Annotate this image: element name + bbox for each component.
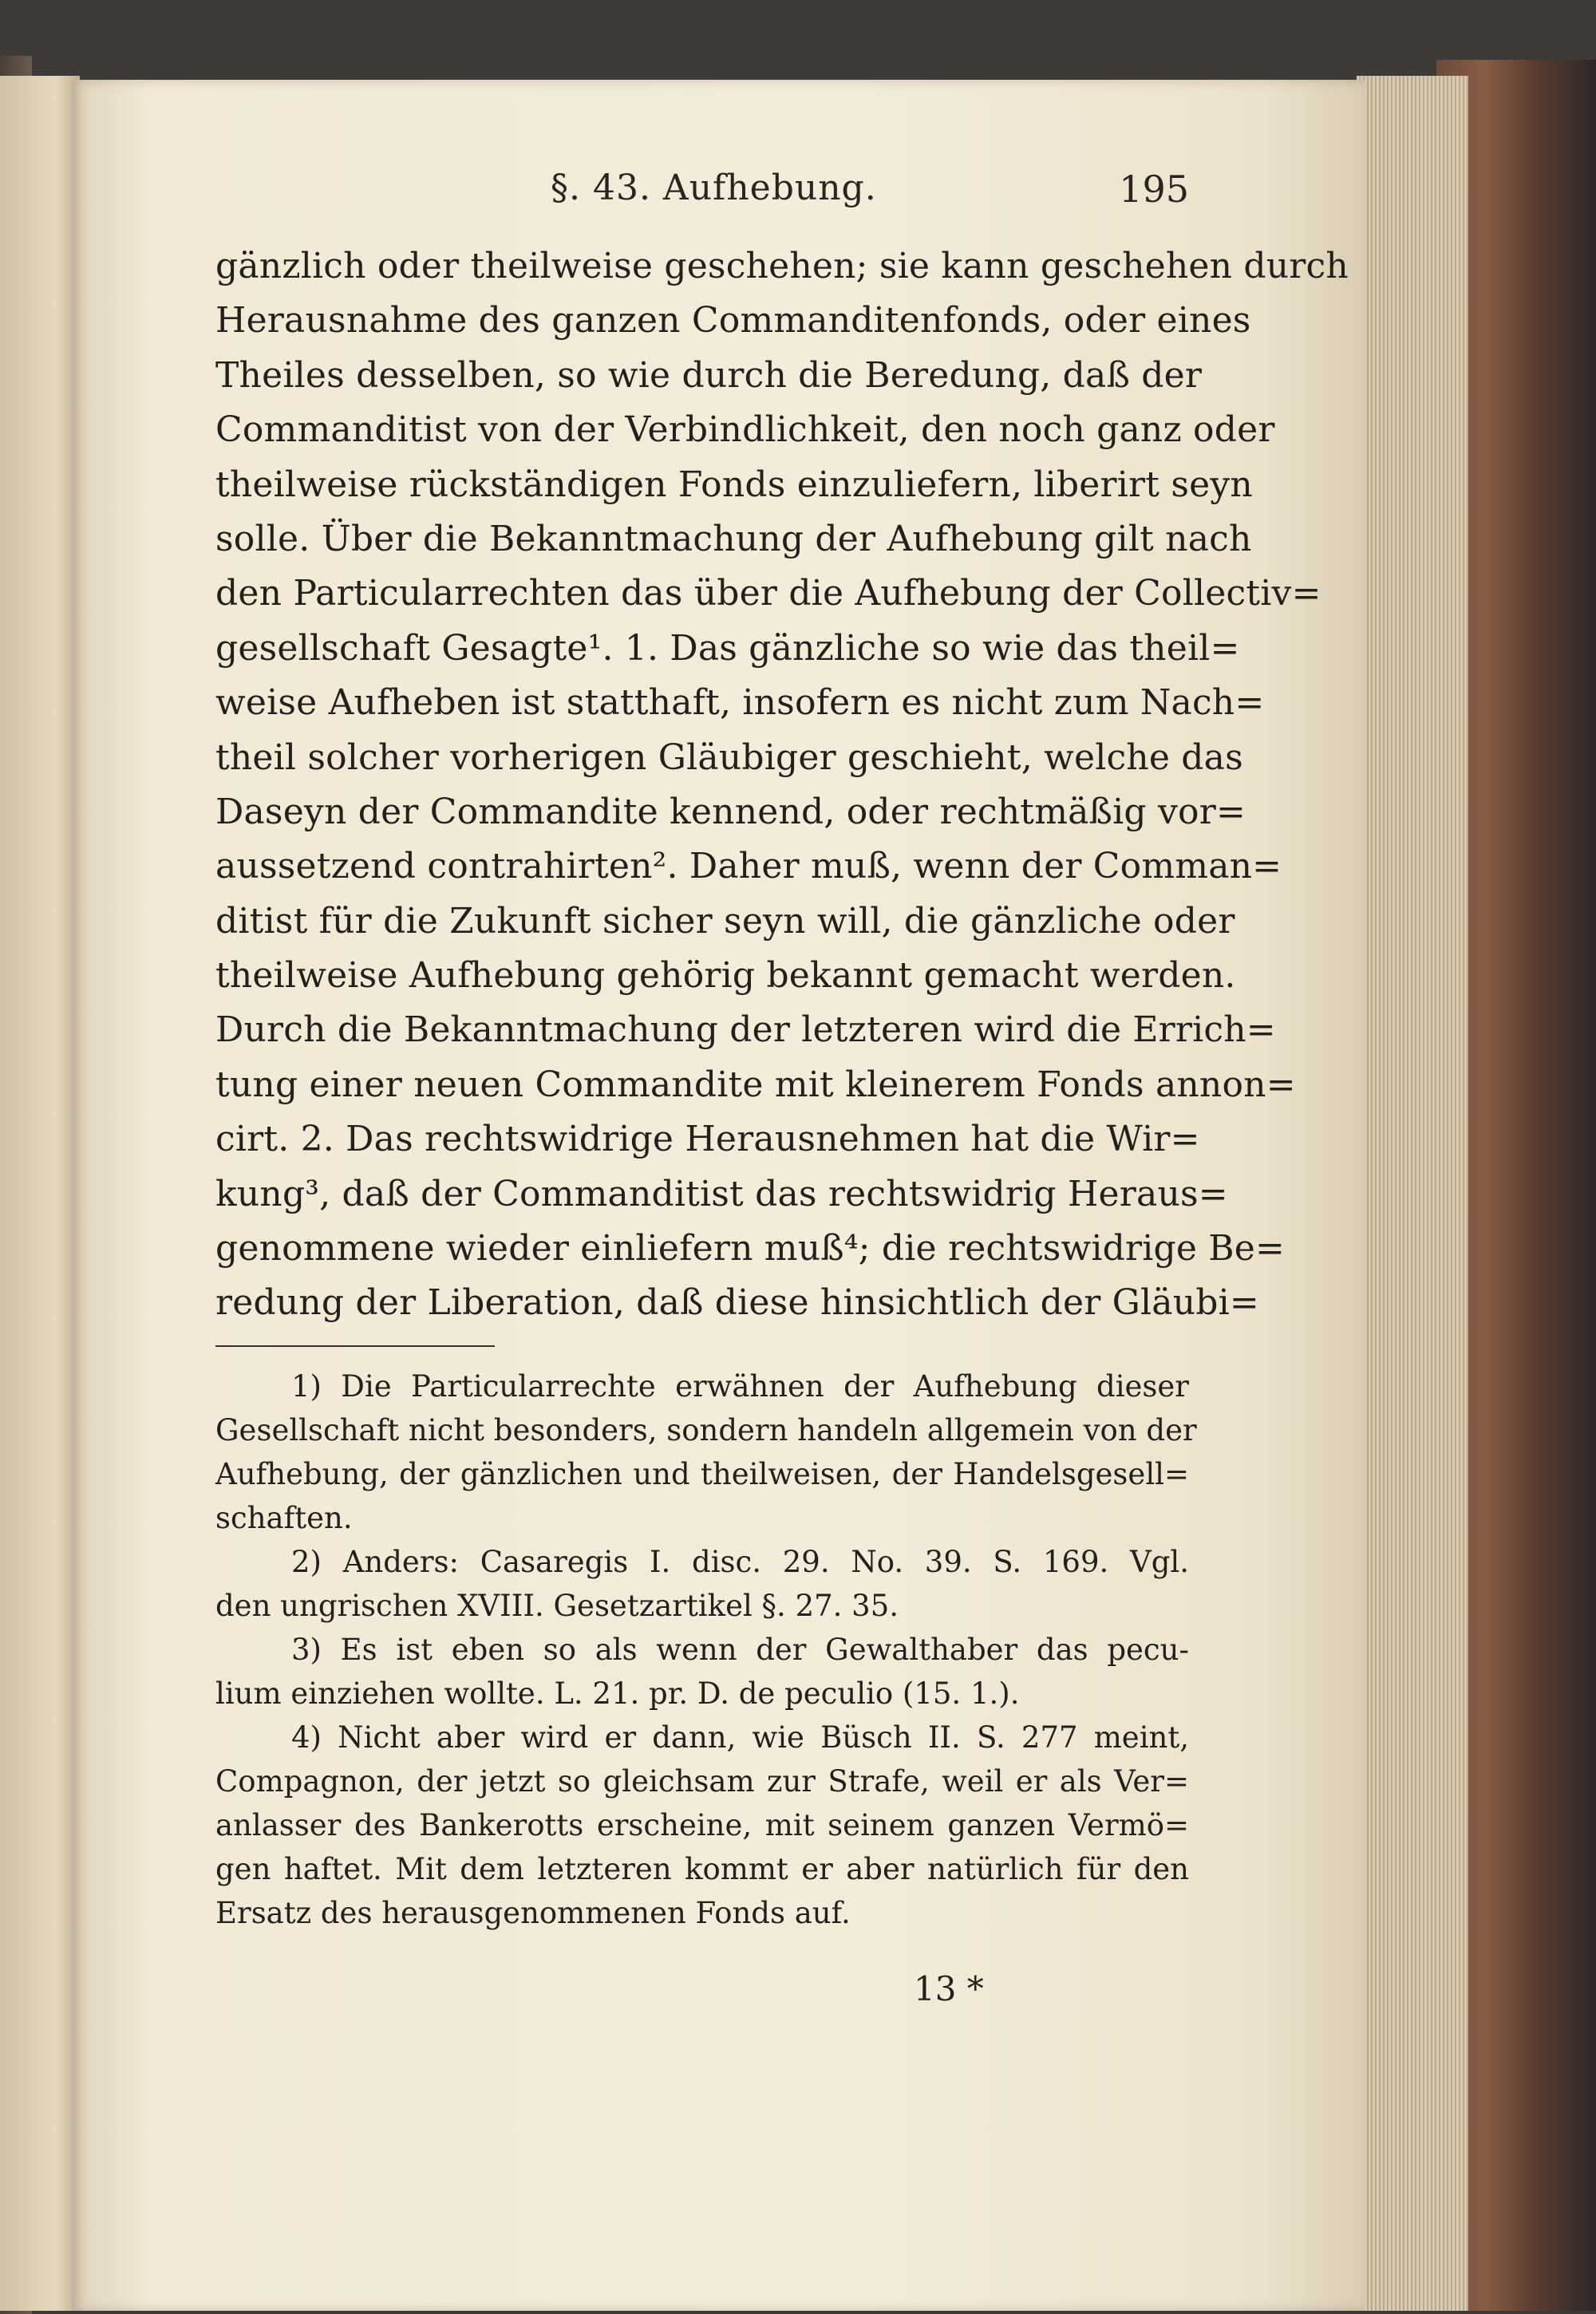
footnote-line: Aufhebung, der gänzlichen und theilweisen, der Handelsgesell=	[215, 1457, 1189, 1491]
text-line: gänzlich oder theilweise geschehen; sie kann geschehen durch	[215, 246, 1349, 286]
footnote-line: Ersatz des herausgenommenen Fonds auf.	[215, 1896, 851, 1930]
running-title: §. 43. Aufhebung.	[551, 168, 877, 208]
facing-page-edge	[0, 76, 80, 2311]
footnotes	[215, 1364, 1197, 1935]
text-line: solle. Über die Bekanntmachung der Aufhebung gilt nach	[215, 518, 1252, 559]
text-line: redung der Liberation, daß diese hinsichtlich der Gläubi=	[215, 1282, 1259, 1324]
text-line: genommene wieder einliefern muß⁴; die rechtswidrige Be=	[215, 1228, 1286, 1270]
footnote-line: gen haftet. Mit dem letzteren kommt er aber natürlich für den	[215, 1852, 1189, 1886]
text-line: aussetzend contrahirten². Daher muß, wenn der Comman=	[215, 846, 1282, 887]
text-line: den Particularrechten das über die Aufhebung der Collectiv=	[215, 573, 1321, 614]
text-line: Commanditist von der Verbindlichkeit, den noch ganz oder	[215, 409, 1275, 451]
text-line: Herausnahme des ganzen Commanditenfonds, oder eines	[215, 300, 1251, 342]
footnote-line: Gesellschaft nicht besonders, sondern handeln allgemein von der	[215, 1413, 1197, 1447]
footnote-line: Compagnon, der jetzt so gleichsam zur Strafe, weil er als Ver=	[215, 1764, 1189, 1799]
text-line: Daseyn der Commandite kennend, oder rechtmäßig vor=	[215, 791, 1246, 832]
text-line: tung einer neuen Commandite mit kleinerem Fonds annon=	[215, 1064, 1296, 1105]
main-text	[215, 239, 1349, 1331]
footnote-line: 1) Die Particularrechte erwähnen der Aufhebung dieser	[291, 1369, 1189, 1404]
footnote-line: 3) Es ist eben so als wenn der Gewalthaber das pecu-	[291, 1633, 1189, 1667]
page-header	[215, 168, 1189, 215]
text-line: theilweise rückständigen Fonds einzuliefern, liberirt seyn	[215, 464, 1253, 505]
page-number: 195	[1119, 168, 1189, 211]
footnote-line: anlasser des Bankerotts erscheine, mit seinem ganzen Vermö=	[215, 1808, 1189, 1842]
text-line: gesellschaft Gesagte¹. 1. Das gänzliche so wie das theil=	[215, 627, 1240, 669]
text-line: theil solcher vorherigen Gläubiger geschieht, welche das	[215, 736, 1243, 778]
footnote-line: den ungrischen XVIII. Gesetzartikel §. 27. 35.	[215, 1589, 899, 1623]
text-line: weise Aufheben ist statthaft, insofern es nicht zum Nach=	[215, 682, 1265, 724]
text-line: kung³, daß der Commanditist das rechtswidrig Heraus=	[215, 1173, 1228, 1214]
signature-mark: 13 *	[914, 1969, 984, 2008]
text-line: theilweise Aufhebung gehörig bekannt gemacht werden.	[215, 955, 1236, 997]
footnote-line: lium einziehen wollte. L. 21. pr. D. de peculio (15. 1.).	[215, 1676, 1020, 1711]
footnote-line: schaften.	[215, 1501, 353, 1535]
footnote-rule	[215, 1345, 495, 1347]
text-line: cirt. 2. Das rechtswidrige Herausnehmen hat die Wir=	[215, 1119, 1200, 1160]
text-line: Durch die Bekanntmachung der letzteren wird die Errich=	[215, 1009, 1276, 1051]
page-block-edge	[1357, 76, 1468, 2311]
text-line: ditist für die Zukunft sicher seyn will, die gänzliche oder	[215, 900, 1235, 942]
footnote-line: 4) Nicht aber wird er dann, wie Büsch II. S. 277 meint,	[291, 1720, 1189, 1755]
footnote-line: 2) Anders: Casaregis I. disc. 29. No. 39. S. 169. Vgl.	[291, 1545, 1189, 1579]
text-line: Theiles desselben, so wie durch die Beredung, daß der	[215, 354, 1203, 396]
